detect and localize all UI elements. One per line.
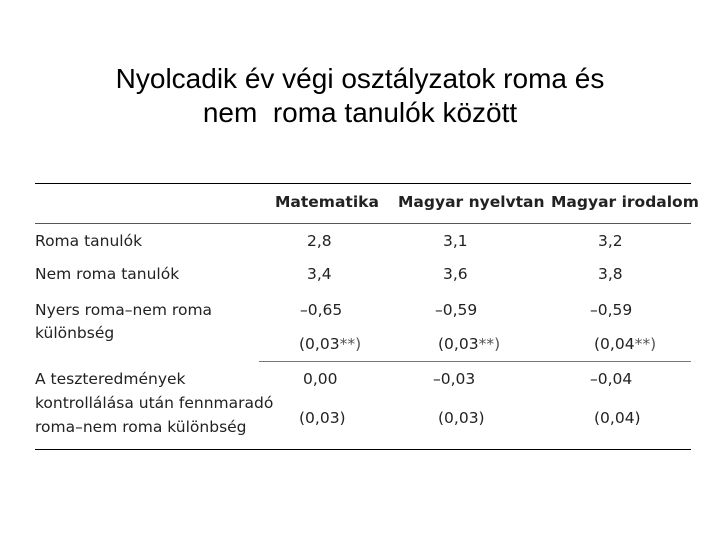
row-label-roma: Roma tanulók xyxy=(35,232,143,250)
table-bottom-rule xyxy=(35,449,691,450)
title-line-1: Nyolcadik év végi osztályzatok roma és xyxy=(115,63,605,94)
subsection-rule xyxy=(259,361,691,362)
grades-table xyxy=(35,183,699,451)
header-magyar-irodalom: Magyar irodalom xyxy=(551,193,699,211)
row-label-kontroll-line-1: A teszteredmények xyxy=(35,370,186,388)
se-nyers-irodalom: (0,04**) xyxy=(594,335,657,353)
title-line-2: nem roma tanulók között xyxy=(202,97,518,128)
cell-kontroll-matematika: 0,00 xyxy=(303,370,338,388)
row-label-nem-roma: Nem roma tanulók xyxy=(35,265,180,283)
cell-nemroma-matematika: 3,4 xyxy=(307,265,332,283)
se-kontroll-nyelvtan: (0,03) xyxy=(438,409,485,427)
header-matematika: Matematika xyxy=(275,193,379,211)
se-nyers-matematika: (0,03**) xyxy=(299,335,362,353)
cell-kontroll-irodalom: –0,04 xyxy=(590,370,633,388)
row-label-nyers-line-2: különbség xyxy=(35,324,115,342)
cell-roma-nyelvtan: 3,1 xyxy=(443,232,468,250)
row-label-kontroll-line-2: kontrollálása után fennmaradó xyxy=(35,394,274,412)
cell-nyers-matematika: –0,65 xyxy=(300,301,343,319)
cell-roma-matematika: 2,8 xyxy=(307,232,332,250)
cell-nemroma-irodalom: 3,8 xyxy=(598,265,623,283)
table-top-rule xyxy=(35,183,691,184)
header-magyar-nyelvtan: Magyar nyelvtan xyxy=(398,193,545,211)
header-rule xyxy=(35,223,691,224)
se-kontroll-matematika: (0,03) xyxy=(299,409,346,427)
se-kontroll-irodalom: (0,04) xyxy=(594,409,641,427)
se-nyers-nyelvtan: (0,03**) xyxy=(438,335,501,353)
cell-nyers-irodalom: –0,59 xyxy=(590,301,633,319)
cell-nemroma-nyelvtan: 3,6 xyxy=(443,265,468,283)
cell-nyers-nyelvtan: –0,59 xyxy=(435,301,478,319)
slide-title xyxy=(40,62,680,130)
cell-kontroll-nyelvtan: –0,03 xyxy=(433,370,476,388)
row-label-kontroll-line-3: roma–nem roma különbség xyxy=(35,418,247,436)
row-label-nyers-line-1: Nyers roma–nem roma xyxy=(35,301,213,319)
cell-roma-irodalom: 3,2 xyxy=(598,232,623,250)
